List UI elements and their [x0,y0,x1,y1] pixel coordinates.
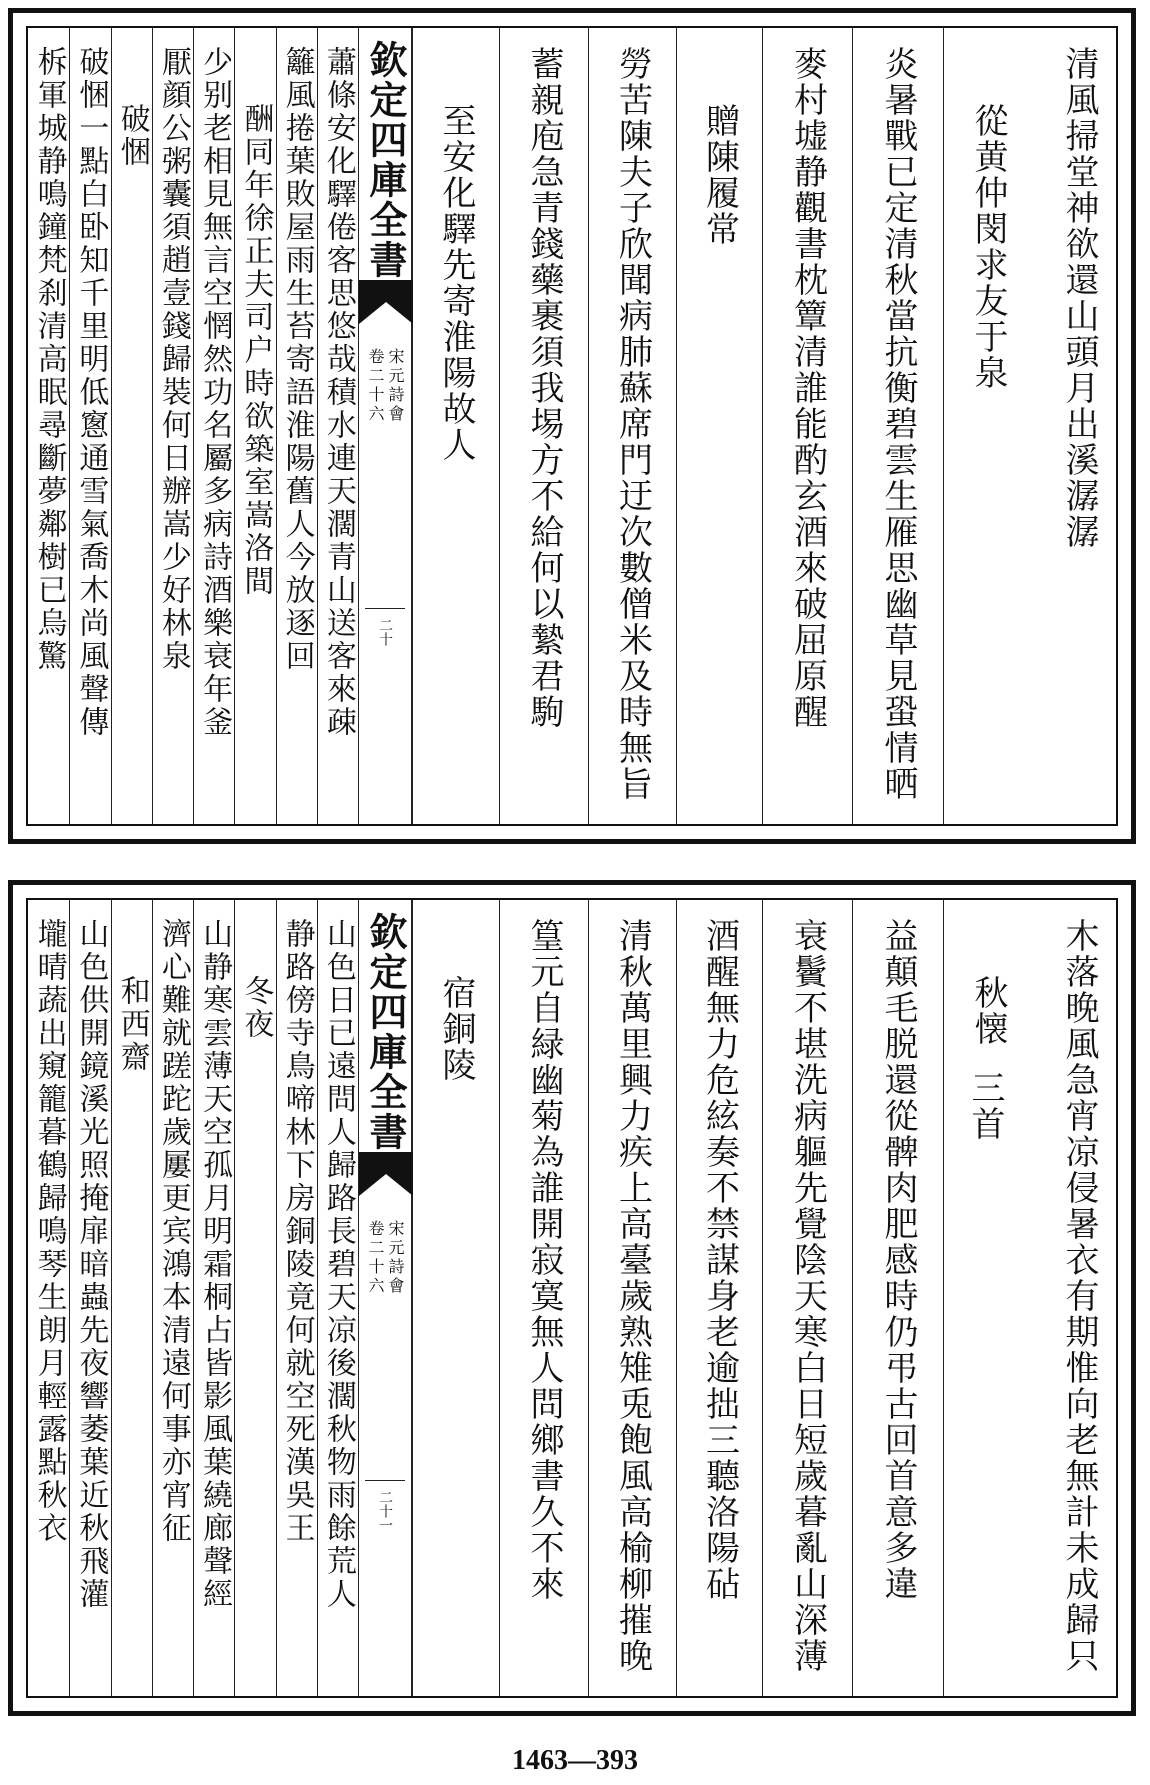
column-text: 蕭條安化驛倦客思悠哉積水連天濶青山送客來疎 [320,46,356,739]
column-text: 蓄親庖急青錢藥裹須我埸方不給何以縶君駒 [524,46,564,730]
book-title: 宋元詩會 [386,1220,405,1296]
text-column [588,28,676,824]
text-column [852,28,943,824]
column-text: 炎暑戰已定清秋當抗衡碧雲生雁思幽草見蛩情晒 [878,46,918,802]
text-column [588,900,676,1696]
column-text: 破悃一點白卧知千里明低窻通雪氣喬木尚風聲傳 [73,46,109,739]
fishtail-mark [359,280,413,324]
text-column [111,28,152,824]
column-text: 厭顔公粥囊須趙壹錢歸裝何日辦嵩少好林泉 [155,46,191,673]
text-column [499,28,588,824]
bottom-page-frame [26,898,1118,1698]
column-text: 籬風捲葉敗屋雨生苔寄語淮陽舊人今放逐回 [279,46,315,673]
column-text: 篁元自緑幽菊為誰開寂寞無人問鄉書久不來 [524,918,564,1602]
text-column [762,28,852,824]
text-column [676,900,762,1696]
poem-title: 贈陳履常 [699,103,740,247]
text-column [943,28,1032,824]
page-footer-number: 1463—393 [512,1745,638,1776]
text-column [762,900,852,1696]
text-column [193,900,234,1696]
poem-title: 冬夜 [238,975,274,1041]
column-text: 麥村墟静觀書枕簟清誰能酌玄酒來破屈原醒 [787,46,828,730]
text-column [234,28,275,824]
text-column [111,900,152,1696]
column-text: 衰鬢不堪洗病軀先覺陰天寒白日短歲暮亂山深薄 [787,918,828,1674]
column-text: 清秋萬里興力疾上高臺歲熟雉兎飽風高榆柳摧晚 [612,918,653,1674]
column-text: 静路傍寺鳥啼林下房銅陵竟何就空死漢吳王 [279,918,315,1545]
poem-title: 和西齋 [114,975,150,1074]
folio-rule [365,1480,405,1481]
center-fold [358,900,412,1696]
fishtail-mark [359,1152,413,1196]
poem-title: 從黄仲閔求友于泉 [968,103,1008,391]
juan-number: 卷二十六 [366,1220,385,1296]
text-column [1032,28,1126,824]
juan-number: 卷二十六 [366,348,385,424]
library-header: 欽定四庫全書 [363,40,408,280]
text-column [943,900,1032,1696]
text-column [499,900,588,1696]
folio-rule [365,608,405,609]
bottom-page [8,880,1136,1716]
poem-title: 酬同年徐正夫司户時欲築室嵩洛間 [238,103,274,598]
column-text: 山静寒雲薄天空孤月明霜桐占皆影風葉繞廊聲經 [197,918,233,1611]
text-column [412,900,499,1696]
column-text: 柝軍城静鳴鐘梵刹清高眠尋斷夢鄰樹已烏驚 [31,46,67,673]
poem-title: 秋懐 [968,975,1008,1047]
text-column [276,900,317,1696]
book-title: 宋元詩會 [386,348,405,424]
folio-number: 二十 [377,618,393,646]
top-page [8,8,1136,844]
poem-title: 宿銅陵 [436,975,476,1083]
text-column [317,900,358,1696]
text-column [317,28,358,824]
folio-number: 二十一 [377,1490,393,1532]
text-column [412,28,499,824]
column-text: 山色供開鏡溪光照掩扉暗蟲先夜響萎葉近秋飛灌 [73,918,109,1611]
text-column [676,28,762,824]
column-text: 山色日已遠問人歸路長碧天凉後濶秋物雨餘荒人 [320,918,356,1611]
column-text: 壠晴蔬出窺籠暮鶴歸鳴琴生朗月輕露點秋衣 [31,918,67,1545]
column-text: 木落晚風急宵凉侵暑衣有期惟向老無計未成歸只 [1059,918,1099,1674]
column-text: 濟心難就蹉跎歲屢更宾鴻本清遠何事亦宵征 [155,918,191,1545]
text-column [69,28,110,824]
library-header: 欽定四庫全書 [363,912,408,1152]
text-column [193,28,234,824]
poem-title: 破悃 [114,103,150,169]
poem-title: 至安化驛先寄淮陽故人 [436,103,476,463]
poem-note: 三首 [965,1070,1005,1142]
column-text: 清風掃堂神欲還山頭月出溪潺潺 [1059,46,1099,550]
column-text: 少别老相見無言空惘然功名屬多病詩酒樂衰年釜 [197,46,233,739]
top-page-frame [26,26,1118,826]
column-text: 益顛毛脱還從髀肉肥感時仍弔古回首意多違 [878,918,918,1602]
column-text: 酒醒無力危絃奏不禁謀身老逾拙三聽洛陽砧 [699,918,740,1602]
text-column [69,900,110,1696]
text-column [152,28,193,824]
text-column [276,28,317,824]
text-column [28,28,69,824]
text-column [852,900,943,1696]
text-column [152,900,193,1696]
text-column [234,900,275,1696]
column-text: 勞苦陳夫子欣聞病肺蘇席門迂次數僧米及時無旨 [612,46,653,802]
text-column [28,900,69,1696]
text-column [1032,900,1126,1696]
center-fold [358,28,412,824]
